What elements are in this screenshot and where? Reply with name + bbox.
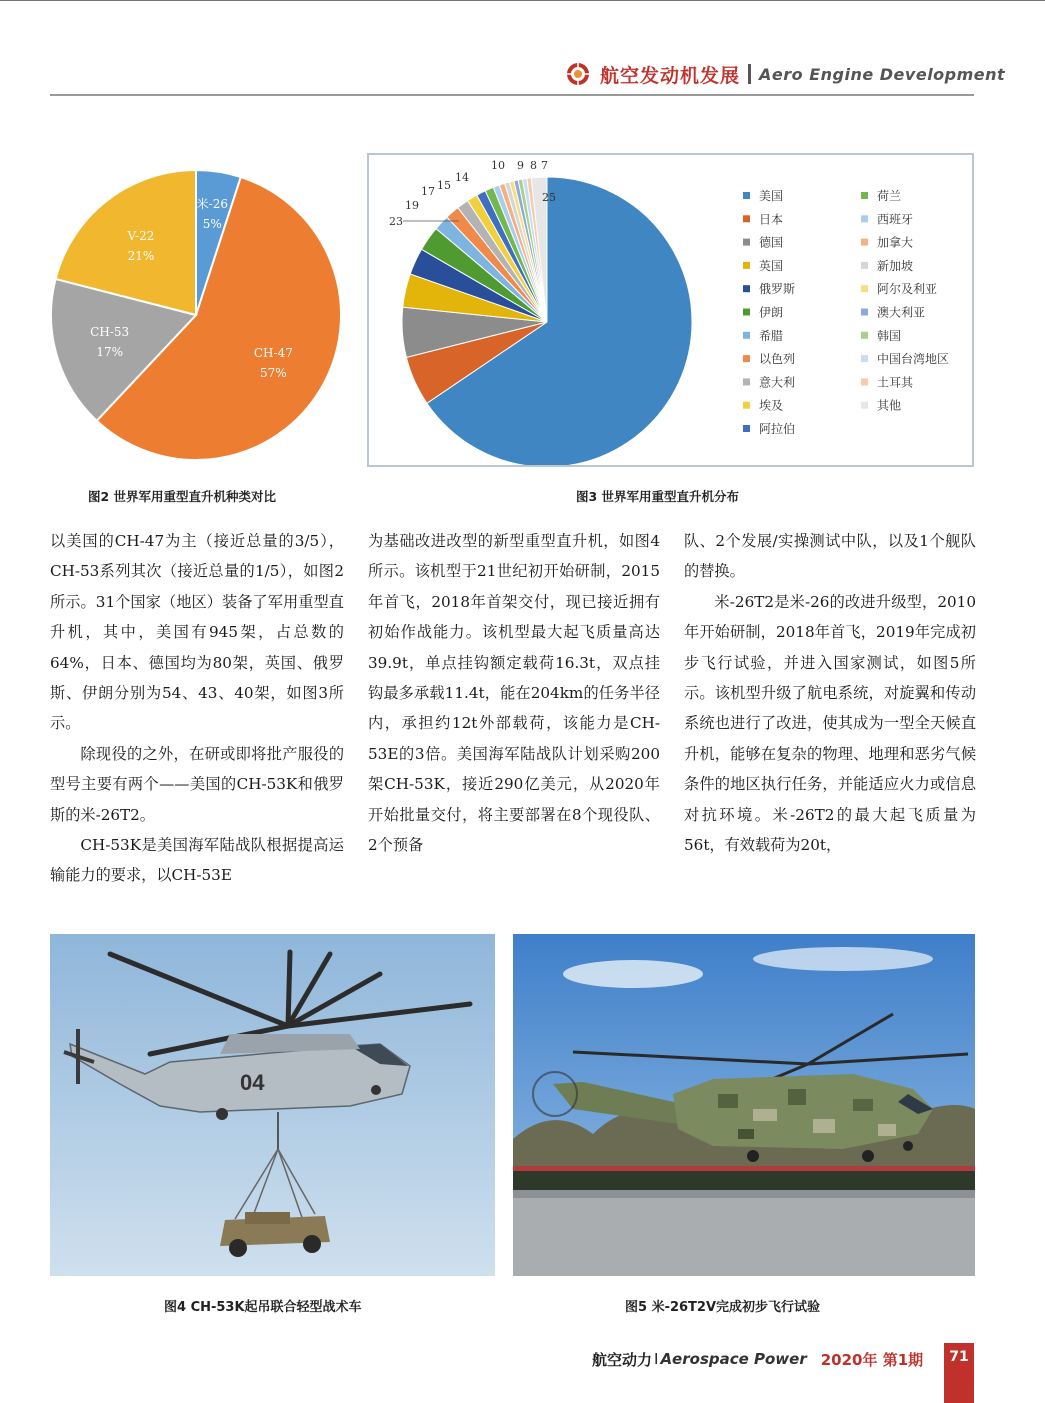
legend-swatch bbox=[861, 285, 868, 292]
legend-label: 日本 bbox=[759, 212, 784, 227]
legend-label: 其他 bbox=[877, 398, 902, 413]
legend-label: 韩国 bbox=[877, 328, 902, 343]
legend-label: 埃及 bbox=[759, 398, 784, 413]
legend-label: 希腊 bbox=[759, 328, 784, 343]
legend-label: 西班牙 bbox=[877, 212, 914, 227]
legend-swatch bbox=[743, 239, 750, 246]
data-label: 10 bbox=[491, 159, 505, 172]
legend-label: 意大利 bbox=[759, 375, 796, 390]
legend-swatch bbox=[861, 309, 868, 316]
legend-swatch bbox=[861, 239, 868, 246]
legend-label: 中国台湾地区 bbox=[877, 352, 950, 367]
paragraph: CH-53K是美国海军陆战队根据提高运输能力的要求，以CH-53E bbox=[50, 836, 344, 885]
legend-swatch bbox=[861, 378, 868, 385]
legend-swatch bbox=[743, 285, 750, 292]
data-label: 25 bbox=[542, 191, 556, 204]
figure4-caption: 图4 CH-53K起吊联合轻型战术车 bbox=[164, 1300, 362, 1315]
legend-swatch bbox=[743, 402, 750, 409]
legend-swatch bbox=[861, 332, 868, 339]
slice-value-label: 17% bbox=[96, 345, 124, 360]
slice-name-label: 米-26 bbox=[196, 196, 228, 211]
data-label: 14 bbox=[455, 171, 469, 184]
journal-logo-icon bbox=[566, 62, 590, 86]
legend-swatch bbox=[743, 355, 750, 362]
legend-swatch bbox=[861, 262, 868, 269]
paragraph: 队、2个发展/实操测试中队，以及1个舰队的替换。 bbox=[684, 532, 976, 581]
paragraph: 米-26T2是米-26的改进升级型，2010年开始研制，2018年首飞，2019年完成初步飞行试验，并进入国家测试，如图5所示。该机型升级了航电系统，对旋翼和传动系统也进行了改进，使其成为一型全天候直升机，能够在复杂的物理、地理和恶劣气候条件的地区执行任务，并能适应火力或信息对抗环境。米-26T2的最大起飞质量为56t，有效载荷为20t， bbox=[684, 592, 976, 855]
figure3-caption: 图3 世界军用重型直升机分布 bbox=[576, 489, 740, 504]
legend-swatch bbox=[743, 215, 750, 222]
paragraph: 以美国的CH-47为主（接近总量的3/5），CH-53系列其次（接近总量的1/5），如图2所示。31个国家（地区）装备了军用重型直升机，其中，美国有945架，占总数的64%，日本、德国均为80架，英国、俄罗斯、伊朗分别为54、43、40架，如图3所示。 bbox=[50, 532, 344, 733]
legend-swatch bbox=[861, 215, 868, 222]
slice-value-label: 5% bbox=[202, 216, 222, 231]
legend-label: 德国 bbox=[759, 235, 784, 250]
legend-label: 伊朗 bbox=[759, 305, 784, 320]
footer-title-cn: 航空动力 bbox=[592, 1350, 653, 1369]
figure2-caption: 图2 世界军用重型直升机种类对比 bbox=[88, 489, 277, 504]
data-label: 15 bbox=[437, 179, 451, 192]
running-header bbox=[566, 58, 1005, 90]
legend-swatch bbox=[861, 355, 868, 362]
figure5-photo bbox=[513, 934, 975, 1276]
legend-label: 澳大利亚 bbox=[877, 305, 926, 320]
paragraph: 为基础改进改型的新型重型直升机，如图4所示。该机型于21世纪初开始研制，2015年首飞，2018年首架交付，现已接近拥有初始作战能力。该机型最大起飞质量高达39.9t，单点挂钩额定载荷16.3t，双点挂钩最多承载11.4t，能在204km的任务半径内，承担约12t外部载荷，该能力是CH-53E的3倍。美国海军陆战队计划采购200架CH-53K，接近290亿美元，从2020年开始批量交付，将主要部署在8个现役队、2个预备 bbox=[368, 532, 660, 855]
header-title-cn: 航空发动机发展 bbox=[600, 64, 741, 87]
header-title-en: Aero Engine Development bbox=[759, 64, 1006, 84]
text-column-2 bbox=[368, 526, 660, 860]
running-footer bbox=[592, 1345, 923, 1373]
legend-swatch bbox=[743, 425, 750, 432]
figure2-chart bbox=[50, 165, 342, 465]
slice-name-label: V-22 bbox=[127, 228, 155, 243]
legend-swatch bbox=[743, 309, 750, 316]
data-label: 9 bbox=[517, 159, 524, 172]
footer-separator: I bbox=[654, 1350, 659, 1368]
footer-title-en: Aerospace Power bbox=[660, 1350, 807, 1368]
legend-label: 新加坡 bbox=[877, 258, 914, 273]
legend-label: 英国 bbox=[759, 258, 784, 273]
page-number: 71 bbox=[949, 1349, 969, 1365]
data-label: 23 bbox=[389, 215, 403, 228]
legend-swatch bbox=[861, 402, 868, 409]
header-rule bbox=[50, 94, 974, 96]
slice-name-label: CH-47 bbox=[253, 345, 293, 360]
legend-swatch bbox=[861, 192, 868, 199]
legend-swatch bbox=[743, 192, 750, 199]
footer-issue: 2020年 第1期 bbox=[820, 1350, 924, 1369]
slice-name-label: CH-53 bbox=[90, 325, 130, 340]
legend-label: 阿拉伯 bbox=[759, 422, 796, 436]
figure5-caption: 图5 米-26T2V完成初步飞行试验 bbox=[625, 1300, 821, 1315]
slice-value-label: 57% bbox=[260, 365, 287, 380]
data-label: 17 bbox=[421, 185, 435, 198]
data-label: 7 bbox=[541, 159, 548, 172]
legend-label: 阿尔及利亚 bbox=[877, 282, 938, 297]
legend-label: 俄罗斯 bbox=[759, 282, 796, 297]
paragraph: 除现役的之外，在研或即将批产服役的型号主要有两个——美国的CH-53K和俄罗斯的米-26T2。 bbox=[50, 744, 344, 824]
header-separator bbox=[748, 64, 751, 84]
legend-label: 加拿大 bbox=[877, 235, 914, 250]
legend-label: 美国 bbox=[759, 189, 784, 203]
legend-swatch bbox=[743, 332, 750, 339]
text-column-1 bbox=[50, 526, 344, 891]
data-label: 8 bbox=[530, 159, 537, 172]
slice-value-label: 21% bbox=[127, 248, 155, 263]
text-column-3 bbox=[684, 526, 976, 860]
legend-label: 荷兰 bbox=[877, 189, 902, 203]
tail-number: 04 bbox=[240, 1070, 265, 1095]
legend-swatch bbox=[743, 262, 750, 269]
figure3-chart bbox=[367, 153, 974, 467]
data-label: 19 bbox=[405, 199, 419, 212]
legend-swatch bbox=[743, 378, 750, 385]
figure4-photo bbox=[50, 934, 495, 1276]
legend-label: 以色列 bbox=[759, 352, 796, 367]
legend-label: 土耳其 bbox=[877, 375, 914, 390]
top-border bbox=[0, 0, 1045, 1]
